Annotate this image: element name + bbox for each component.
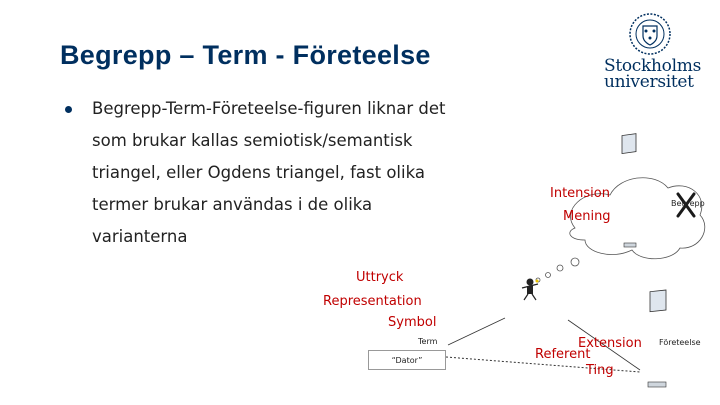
logo-line-1: Stockholms (604, 56, 701, 76)
bullet-dot (65, 106, 72, 113)
label-ting: Ting (586, 363, 614, 378)
stockholm-university-logo (600, 12, 710, 92)
slide-title: Begrepp – Term - Företeelse (60, 40, 431, 70)
person-icon (522, 279, 539, 301)
logo-line-2: universitet (604, 72, 694, 92)
body-line-4: termer brukar användas i de olika (92, 195, 373, 214)
bullet-paragraph (92, 93, 512, 253)
label-referent: Referent (535, 347, 591, 362)
label-intension: Intension (550, 186, 610, 201)
body-line-2: som brukar kallas semiotisk/semantisk (92, 131, 413, 150)
body-line-5: varianterna (92, 227, 188, 246)
university-seal-icon (628, 12, 672, 56)
label-begrepp: Begrepp (671, 199, 705, 208)
symbol-thought-line (448, 318, 505, 345)
body-line-1: Begrepp-Term-Företeelse-figuren liknar det (92, 99, 446, 118)
body-line-3: triangel, eller Ogdens triangel, fast olika (92, 163, 425, 182)
term-box (368, 350, 446, 370)
label-foreteelse: Företeelse (659, 338, 701, 347)
label-symbol: Symbol (388, 315, 437, 330)
label-uttryck: Uttryck (356, 270, 404, 285)
label-mening: Mening (563, 209, 611, 224)
term-value: “Dator” (391, 355, 423, 365)
label-representation: Representation (323, 294, 422, 309)
label-extension: Extension (578, 336, 642, 351)
label-term: Term (418, 337, 438, 346)
